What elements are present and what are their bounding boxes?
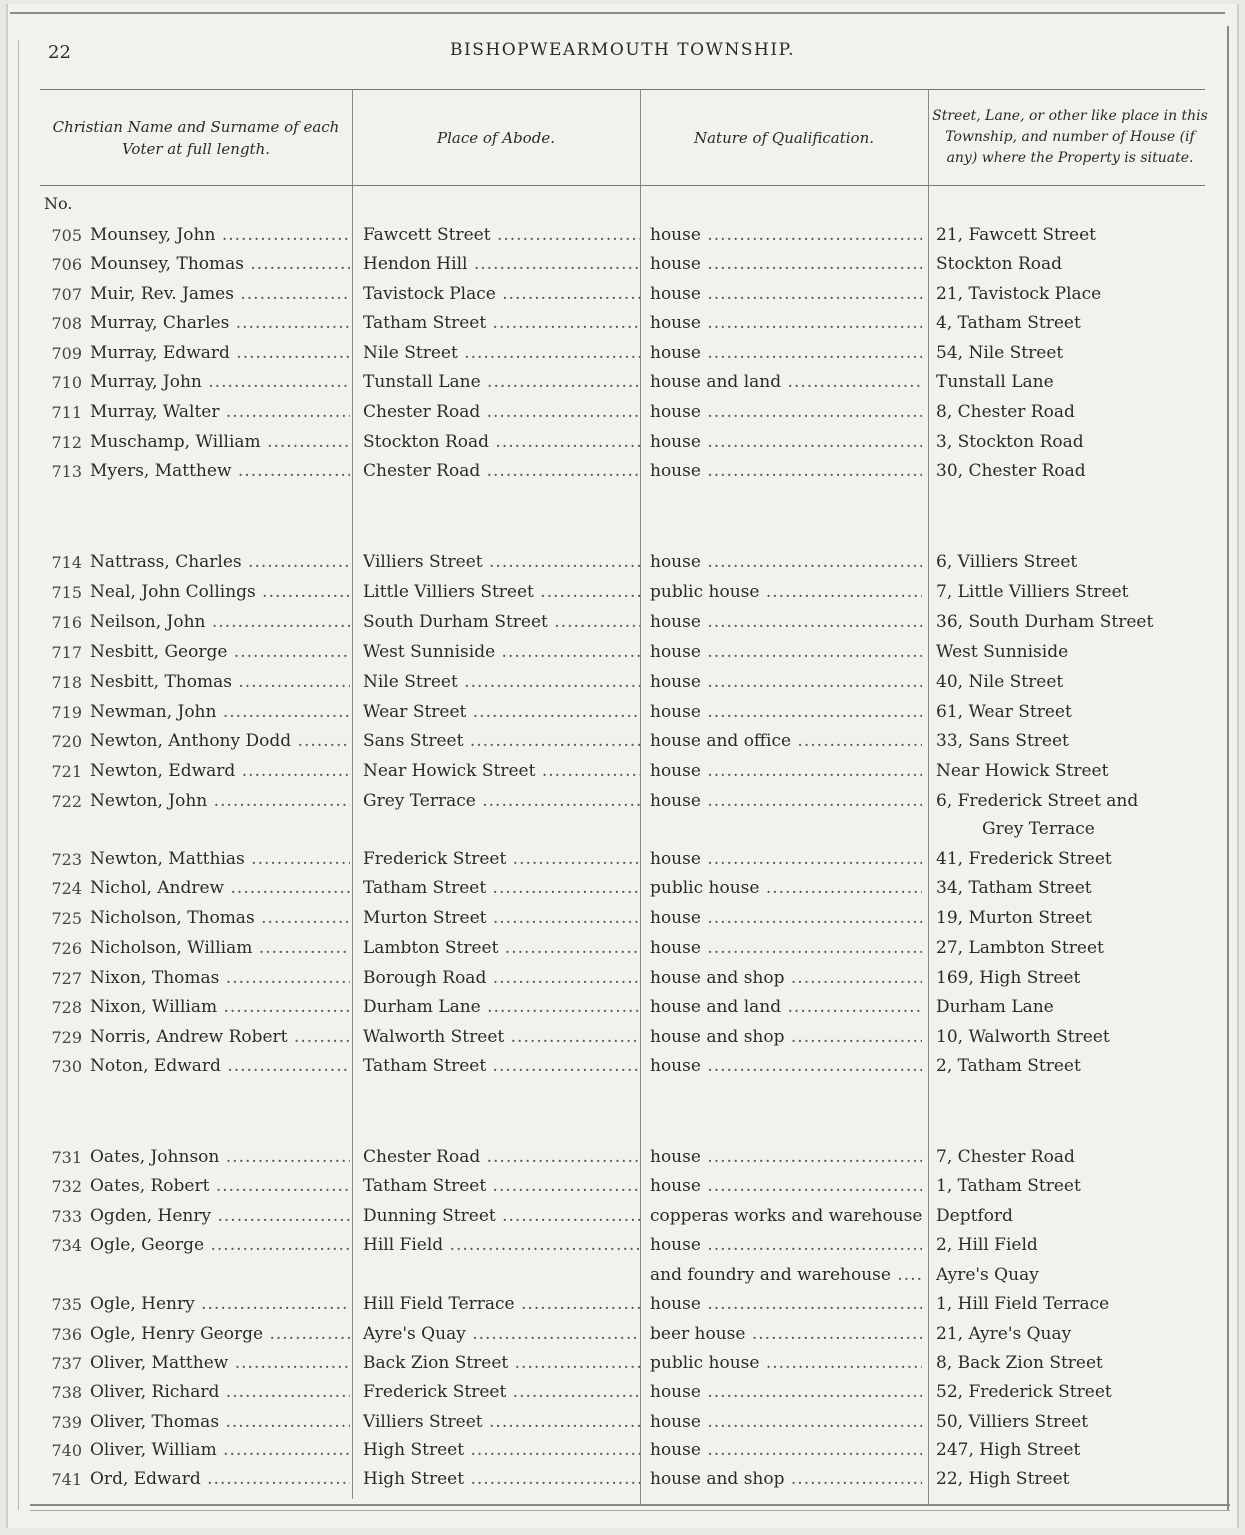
property-street: 22, High Street <box>936 1469 1070 1489</box>
table-row <box>0 787 1245 816</box>
place-of-abode: Chester Road ..... <box>363 398 640 427</box>
place-of-abode: Near Howick Street ..... <box>363 757 640 786</box>
table-row <box>0 368 1245 397</box>
voter-number: 734 <box>51 1236 82 1255</box>
place-of-abode: Frederick Street ..... <box>363 845 640 874</box>
property-street: Near Howick Street <box>936 761 1109 781</box>
voter-number: 726 <box>51 939 82 958</box>
place-of-abode: Tatham Street ..... <box>363 1052 640 1081</box>
table-row <box>0 1261 1245 1290</box>
place-of-abode: Tatham Street ..... <box>363 874 640 903</box>
property-street: 3, Stockton Road <box>936 432 1084 452</box>
voter-name: Murray, Edward ..... <box>90 339 350 368</box>
nature-of-qualification: house and land ..... <box>650 993 922 1022</box>
voter-name: Newton, Anthony Dodd ..... <box>90 727 350 756</box>
property-street: Deptford <box>936 1206 1013 1226</box>
voter-number: 737 <box>51 1354 82 1373</box>
voter-name: Ogle, George ..... <box>90 1231 350 1260</box>
property-street: 21, Tavistock Place <box>936 284 1102 304</box>
voter-number: 732 <box>51 1177 82 1196</box>
table-row <box>0 1290 1245 1319</box>
table-row <box>0 221 1245 250</box>
property-street: 50, Villiers Street <box>936 1412 1089 1432</box>
nature-of-qualification: public house ..... <box>650 1349 922 1378</box>
property-street: 33, Sans Street <box>936 731 1069 751</box>
table-row <box>0 339 1245 368</box>
table-row <box>0 398 1245 427</box>
property-street: 8, Chester Road <box>936 402 1075 422</box>
table-row <box>0 578 1245 607</box>
property-street: 34, Tatham Street <box>936 878 1092 898</box>
table-row <box>0 1023 1245 1052</box>
property-street: 7, Chester Road <box>936 1147 1075 1167</box>
nature-of-qualification: house ..... <box>650 1378 922 1407</box>
nature-of-qualification: house ..... <box>650 668 922 697</box>
table-row <box>0 668 1245 697</box>
voter-name: Oliver, Richard ..... <box>90 1378 350 1407</box>
property-street: 1, Tatham Street <box>936 1176 1081 1196</box>
nature-of-qualification: house ..... <box>650 457 922 486</box>
nature-of-qualification: house ..... <box>650 904 922 933</box>
property-street: 1, Hill Field Terrace <box>936 1294 1110 1314</box>
place-of-abode: Frederick Street ..... <box>363 1378 640 1407</box>
place-of-abode: Nile Street ..... <box>363 339 640 368</box>
nature-of-qualification: public house ..... <box>650 578 922 607</box>
voter-name: Muir, Rev. James ..... <box>90 280 350 309</box>
header-name: Christian Name and Surname of each Voter at full length. <box>52 118 340 158</box>
header-bottom-rule <box>40 185 1205 186</box>
table-row <box>0 904 1245 933</box>
nature-of-qualification: house ..... <box>650 757 922 786</box>
voter-name: Nesbitt, Thomas ..... <box>90 668 350 697</box>
table-row <box>0 457 1245 486</box>
place-of-abode: Tatham Street ..... <box>363 309 640 338</box>
nature-of-qualification: house ..... <box>650 548 922 577</box>
nature-of-qualification: house ..... <box>650 1436 922 1465</box>
nature-of-qualification: house ..... <box>650 309 922 338</box>
bottom-border <box>30 1504 1230 1506</box>
property-street: 21, Fawcett Street <box>936 225 1096 245</box>
voter-number: 725 <box>51 909 82 928</box>
nature-of-qualification: house and office ..... <box>650 727 922 756</box>
voter-name: Nixon, William ..... <box>90 993 350 1022</box>
voter-name: Myers, Matthew ..... <box>90 457 350 486</box>
property-street: 61, Wear Street <box>936 702 1072 722</box>
table-row <box>0 815 1245 844</box>
voter-number: 731 <box>51 1148 82 1167</box>
page-number: 22 <box>48 42 71 63</box>
place-of-abode: Villiers Street ..... <box>363 548 640 577</box>
property-street: Tunstall Lane <box>936 372 1054 392</box>
voter-number: 705 <box>51 226 82 245</box>
property-street: 41, Frederick Street <box>936 849 1112 869</box>
voter-number: 738 <box>51 1383 82 1402</box>
voter-number: 730 <box>51 1057 82 1076</box>
voter-number: 706 <box>51 255 82 274</box>
nature-of-qualification: house ..... <box>650 428 922 457</box>
voter-number: 712 <box>51 433 82 452</box>
voter-number: 715 <box>51 583 82 602</box>
nature-of-qualification: house ..... <box>650 339 922 368</box>
voter-name: Noton, Edward ..... <box>90 1052 350 1081</box>
property-street: Stockton Road <box>936 254 1063 274</box>
place-of-abode: South Durham Street ..... <box>363 608 640 637</box>
voter-number: 718 <box>51 673 82 692</box>
nature-of-qualification: house ..... <box>650 1143 922 1172</box>
table-row <box>0 1052 1245 1081</box>
voter-number: 710 <box>51 373 82 392</box>
property-street: Durham Lane <box>936 997 1054 1017</box>
property-street: 8, Back Zion Street <box>936 1353 1103 1373</box>
place-of-abode: Back Zion Street ..... <box>363 1349 640 1378</box>
table-row <box>0 845 1245 874</box>
nature-of-qualification: house and shop ..... <box>650 1023 922 1052</box>
nature-of-qualification: house ..... <box>650 1408 922 1437</box>
voter-number: 736 <box>51 1325 82 1344</box>
table-row <box>0 1320 1245 1349</box>
voter-name: Newton, Edward ..... <box>90 757 350 786</box>
voter-number: 722 <box>51 792 82 811</box>
place-of-abode: Hill Field Terrace ..... <box>363 1290 640 1319</box>
place-of-abode: Hendon Hill ..... <box>363 250 640 279</box>
voter-number: 711 <box>51 403 82 422</box>
property-street: 27, Lambton Street <box>936 938 1104 958</box>
nature-of-qualification: house ..... <box>650 638 922 667</box>
place-of-abode: Stockton Road ..... <box>363 428 640 457</box>
table-row <box>0 638 1245 667</box>
property-street: Grey Terrace <box>982 819 1095 839</box>
table-row <box>0 1349 1245 1378</box>
property-street: West Sunniside <box>936 642 1069 662</box>
voter-number: 714 <box>51 553 82 572</box>
table-row <box>0 964 1245 993</box>
voter-name: Murray, John ..... <box>90 368 350 397</box>
nature-of-qualification: house ..... <box>650 398 922 427</box>
nature-of-qualification: house ..... <box>650 280 922 309</box>
table-row <box>0 1143 1245 1172</box>
voter-number: 713 <box>51 462 82 481</box>
place-of-abode: West Sunniside ..... <box>363 638 640 667</box>
nature-of-qualification: house and land ..... <box>650 368 922 397</box>
nature-of-qualification: copperas works and warehouse ..... <box>650 1202 922 1231</box>
table-row <box>0 1408 1245 1437</box>
voter-name: Ord, Edward ..... <box>90 1465 350 1494</box>
voter-name: Oliver, William ..... <box>90 1436 350 1465</box>
place-of-abode: Sans Street ..... <box>363 727 640 756</box>
nature-of-qualification: house ..... <box>650 787 922 816</box>
nature-of-qualification: house ..... <box>650 221 922 250</box>
table-row <box>0 250 1245 279</box>
property-street: 30, Chester Road <box>936 461 1086 481</box>
place-of-abode: Murton Street ..... <box>363 904 640 933</box>
voter-number: 733 <box>51 1207 82 1226</box>
running-title: BISHOPWEARMOUTH TOWNSHIP. <box>450 40 795 60</box>
property-street: 10, Walworth Street <box>936 1027 1110 1047</box>
voter-number: 727 <box>51 969 82 988</box>
voter-name: Ogle, Henry George ..... <box>90 1320 350 1349</box>
header-street: Street, Lane, or other like place in this Township, and number of House (if any) where the Property is situate. <box>932 107 1208 166</box>
property-street: 2, Tatham Street <box>936 1056 1081 1076</box>
table-row <box>0 1378 1245 1407</box>
voter-name: Oates, Johnson ..... <box>90 1143 350 1172</box>
voter-number: 716 <box>51 613 82 632</box>
nature-of-qualification: house and shop ..... <box>650 964 922 993</box>
voter-number: 728 <box>51 998 82 1017</box>
table-row <box>0 1231 1245 1260</box>
voter-number: 709 <box>51 344 82 363</box>
voter-name: Nattrass, Charles ..... <box>90 548 350 577</box>
property-street: 36, South Durham Street <box>936 612 1154 632</box>
property-street: 6, Frederick Street and <box>936 791 1139 811</box>
voter-number: 740 <box>51 1441 82 1460</box>
header-qualification: Nature of Qualification. <box>693 129 875 147</box>
nature-of-qualification: house ..... <box>650 1172 922 1201</box>
voter-name: Nesbitt, George ..... <box>90 638 350 667</box>
place-of-abode: Ayre's Quay ..... <box>363 1320 640 1349</box>
voter-number: 723 <box>51 850 82 869</box>
property-street: 6, Villiers Street <box>936 552 1078 572</box>
voter-name: Oates, Robert ..... <box>90 1172 350 1201</box>
voter-number: 707 <box>51 285 82 304</box>
header-abode: Place of Abode. <box>437 129 555 147</box>
voter-name: Muschamp, William ..... <box>90 428 350 457</box>
property-street: 2, Hill Field <box>936 1235 1038 1255</box>
place-of-abode: High Street ..... <box>363 1465 640 1494</box>
voter-name: Ogden, Henry ..... <box>90 1202 350 1231</box>
place-of-abode: Walworth Street ..... <box>363 1023 640 1052</box>
place-of-abode: Nile Street ..... <box>363 668 640 697</box>
voter-number: 724 <box>51 879 82 898</box>
table-row <box>0 1172 1245 1201</box>
table-row <box>0 757 1245 786</box>
voter-name: Newton, Matthias ..... <box>90 845 350 874</box>
nature-of-qualification: house ..... <box>650 934 922 963</box>
nature-of-qualification: house ..... <box>650 1052 922 1081</box>
nature-of-qualification: house and shop ..... <box>650 1465 922 1494</box>
voter-name: Mounsey, Thomas ..... <box>90 250 350 279</box>
table-row <box>0 1465 1245 1494</box>
place-of-abode: Villiers Street ..... <box>363 1408 640 1437</box>
table-row <box>0 309 1245 338</box>
voter-name: Neilson, John ..... <box>90 608 350 637</box>
voter-name: Oliver, Matthew ..... <box>90 1349 350 1378</box>
place-of-abode: Wear Street ..... <box>363 698 640 727</box>
property-street: 54, Nile Street <box>936 343 1064 363</box>
voter-name: Murray, Charles ..... <box>90 309 350 338</box>
voter-number: 720 <box>51 732 82 751</box>
voter-number: 735 <box>51 1295 82 1314</box>
voter-name: Oliver, Thomas ..... <box>90 1408 350 1437</box>
nature-of-qualification: and foundry and warehouse ..... <box>650 1261 922 1290</box>
place-of-abode: Fawcett Street ..... <box>363 221 640 250</box>
voter-name: Mounsey, John ..... <box>90 221 350 250</box>
nature-of-qualification: house ..... <box>650 1231 922 1260</box>
table-row <box>0 280 1245 309</box>
nature-of-qualification: house ..... <box>650 1290 922 1319</box>
voter-name: Nichol, Andrew ..... <box>90 874 350 903</box>
place-of-abode: Grey Terrace ..... <box>363 787 640 816</box>
voter-name: Nicholson, Thomas ..... <box>90 904 350 933</box>
nature-of-qualification: beer house ..... <box>650 1320 922 1349</box>
bottom-border-inner <box>30 1510 1230 1511</box>
top-border <box>10 12 1225 14</box>
table-row <box>0 1202 1245 1231</box>
property-street: 4, Tatham Street <box>936 313 1081 333</box>
voter-number: 729 <box>51 1028 82 1047</box>
nature-of-qualification: house ..... <box>650 698 922 727</box>
place-of-abode: Chester Road ..... <box>363 1143 640 1172</box>
voter-name: Nicholson, William ..... <box>90 934 350 963</box>
table-row <box>0 698 1245 727</box>
table-row <box>0 874 1245 903</box>
property-street: 7, Little Villiers Street <box>936 582 1129 602</box>
voter-number: 721 <box>51 762 82 781</box>
table-row <box>0 548 1245 577</box>
table-row <box>0 608 1245 637</box>
voter-number: 708 <box>51 314 82 333</box>
voter-name: Newman, John ..... <box>90 698 350 727</box>
property-street: 21, Ayre's Quay <box>936 1324 1072 1344</box>
nature-of-qualification: house ..... <box>650 608 922 637</box>
property-street: 247, High Street <box>936 1440 1081 1460</box>
property-street: Ayre's Quay <box>936 1265 1039 1285</box>
place-of-abode: Dunning Street ..... <box>363 1202 640 1231</box>
table-row <box>0 1436 1245 1465</box>
place-of-abode: High Street ..... <box>363 1436 640 1465</box>
place-of-abode: Lambton Street ..... <box>363 934 640 963</box>
property-street: 169, High Street <box>936 968 1081 988</box>
place-of-abode: Tunstall Lane ..... <box>363 368 640 397</box>
number-column-label: No. <box>44 194 73 213</box>
voter-name: Neal, John Collings ..... <box>90 578 350 607</box>
voter-number: 739 <box>51 1413 82 1432</box>
nature-of-qualification: public house ..... <box>650 874 922 903</box>
voter-number: 717 <box>51 643 82 662</box>
place-of-abode: Tavistock Place ..... <box>363 280 640 309</box>
nature-of-qualification: house ..... <box>650 845 922 874</box>
place-of-abode: Hill Field ..... <box>363 1231 640 1260</box>
property-street: 19, Murton Street <box>936 908 1092 928</box>
property-street: 52, Frederick Street <box>936 1382 1112 1402</box>
property-street: 40, Nile Street <box>936 672 1064 692</box>
place-of-abode: Little Villiers Street ..... <box>363 578 640 607</box>
place-of-abode: Borough Road ..... <box>363 964 640 993</box>
voter-name: Newton, John ..... <box>90 787 350 816</box>
voter-name: Norris, Andrew Robert ..... <box>90 1023 350 1052</box>
voter-name: Murray, Walter ..... <box>90 398 350 427</box>
voter-number: 719 <box>51 703 82 722</box>
voter-number: 741 <box>51 1470 82 1489</box>
place-of-abode: Chester Road ..... <box>363 457 640 486</box>
nature-of-qualification: house ..... <box>650 250 922 279</box>
table-row <box>0 934 1245 963</box>
table-row <box>0 428 1245 457</box>
table-row <box>0 727 1245 756</box>
table-row <box>0 993 1245 1022</box>
voter-name: Nixon, Thomas ..... <box>90 964 350 993</box>
place-of-abode: Tatham Street ..... <box>363 1172 640 1201</box>
place-of-abode: Durham Lane ..... <box>363 993 640 1022</box>
voter-name: Ogle, Henry ..... <box>90 1290 350 1319</box>
